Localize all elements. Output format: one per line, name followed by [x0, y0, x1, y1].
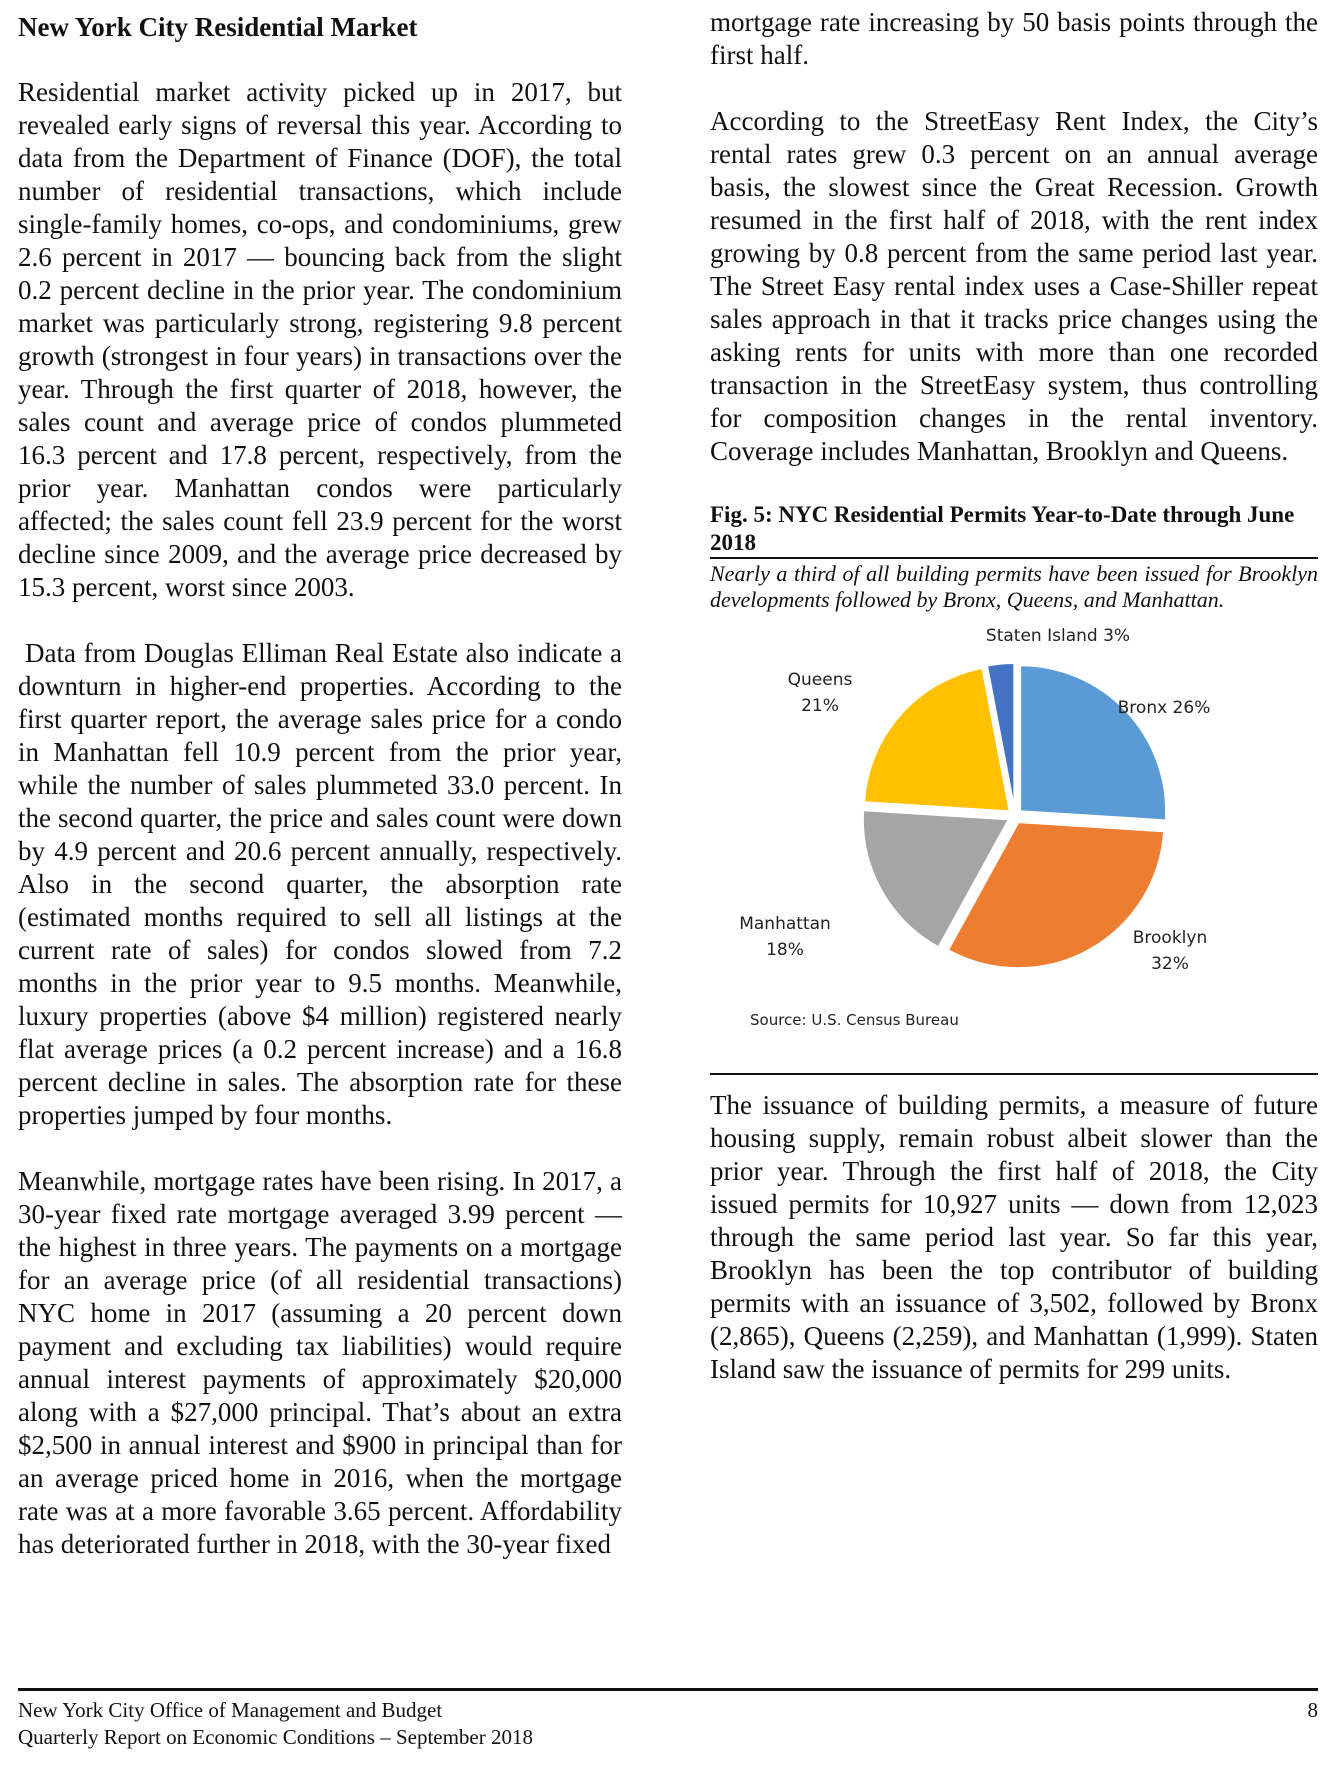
figure-bottom-rule [710, 1073, 1318, 1075]
pie-slice-queens [864, 668, 1010, 811]
figure [710, 501, 1318, 1075]
paragraph-douglas-elliman: Data from Douglas Elliman Real Estate also indicate a downturn in higher-end properties. According to the first quarter report, the average sales price for a condo in Manhattan fell 10.9 percent from the prior year, while the number of sales plummeted 33.0 percent. In the second quarter, the price and sales count were down by 4.9 percent and 20.6 percent annually, respectively. Also in the second quarter, the absorption rate (estimated months required to sell all listings at the current rate of sales) for condos slowed from 7.2 months in the prior year to 9.5 months. Meanwhile, luxury properties (above $4 million) registered nearly flat average prices (a 0.2 percent increase) and a 16.8 percent decline in sales. The absorption rate for these properties jumped by four months. [18, 638, 622, 1130]
pie-label-queens: Queens 21% [787, 670, 853, 716]
pie-slice-bronx [1020, 665, 1166, 820]
pie-label-staten-island: Staten Island 3% [985, 626, 1131, 646]
figure-title-rule [710, 557, 1318, 559]
pie-label-brooklyn: Brooklyn 32% [1132, 928, 1208, 974]
pie-chart-svg [710, 613, 1318, 1073]
paragraph-rent-index: According to the StreetEasy Rent Index, the City’s rental rates grew 0.3 percent on an annual average basis, the slowest since the Great Recession. Growth resumed in the first half of 2018, with the rent index growing by 0.8 percent from the same period last year. The Street Easy rental index uses a Case-Shiller repeat sales approach in that it tracks price changes using the asking rents for units with more than one recorded transaction in the StreetEasy system, thus controlling for composition changes in the rental inventory. Coverage includes Manhattan, Brooklyn and Queens. [710, 106, 1318, 466]
pie-label-bronx: Bronx 26% [1117, 698, 1211, 718]
footer-report: Quarterly Report on Economic Conditions – September 2018 [18, 1725, 533, 1749]
figure-title: Fig. 5: NYC Residential Permits Year-to-Date through June 2018 [710, 502, 1295, 555]
page-footer [18, 1688, 1318, 1751]
figure-caption: Nearly a third of all building permits have been issued for Brooklyn developments followed by Bronx, Queens, and Manhattan. [710, 561, 1318, 612]
paragraph-building-permits: The issuance of building permits, a measure of future housing supply, remain robust albeit slower than the prior year. Through the first half of 2018, the City issued permits for 10,927 units — down from 12,023 through the same period last year. So far this year, Brooklyn has been the top contributor of building permits with an issuance of 3,502, followed by Bronx (2,865), Queens (2,259), and Manhattan (1,999). Staten Island saw the issuance of permits for 299 units. [710, 1090, 1318, 1384]
pie-chart [710, 613, 1318, 1073]
section-title: New York City Residential Market [18, 12, 418, 42]
paragraph-mortgage-continued: mortgage rate increasing by 50 basis points through the first half. [710, 7, 1318, 70]
right-column [710, 8, 1318, 1419]
paragraph-mortgage-rates: Meanwhile, mortgage rates have been rising. In 2017, a 30-year fixed rate mortgage averaged 3.99 percent — the highest in three years. The payments on a mortgage for an average price (of all residential transactions) NYC home in 2017 (assuming a 20 percent down payment and excluding tax liabilities) would require annual interest payments of approximately $20,000 along with a $27,000 principal. That’s about an extra $2,500 in annual interest and $900 in principal than for an average priced home in 2016, when the mortgage rate was at a more favorable 3.65 percent. Affordability has deteriorated further in 2018, with the 30-year fixed [18, 1166, 622, 1559]
page-number: 8 [1307, 1698, 1318, 1722]
paragraph-dof-transactions: Residential market activity picked up in 2017, but revealed early signs of reversal this year. According to data from the Department of Finance (DOF), the total number of residential transactions, which include single-family homes, co-ops, and condominiums, grew 2.6 percent in 2017 — bouncing back from the slight 0.2 percent decline in the prior year. The condominium market was particularly strong, registering 9.8 percent growth (strongest in four years) in transactions over the year. Through the first quarter of 2018, however, the sales count and average price of condos plummeted 16.3 percent and 17.8 percent, respectively, from the prior year. Manhattan condos were particularly affected; the sales count fell 23.9 percent for the worst decline since 2009, and the average price decreased by 15.3 percent, worst since 2003. [18, 77, 622, 602]
pie-label-manhattan: Manhattan 18% [739, 914, 831, 960]
footer-org: New York City Office of Management and Budget [18, 1698, 443, 1722]
left-column [18, 8, 622, 1594]
chart-source-note: Source: U.S. Census Bureau [750, 1011, 959, 1029]
